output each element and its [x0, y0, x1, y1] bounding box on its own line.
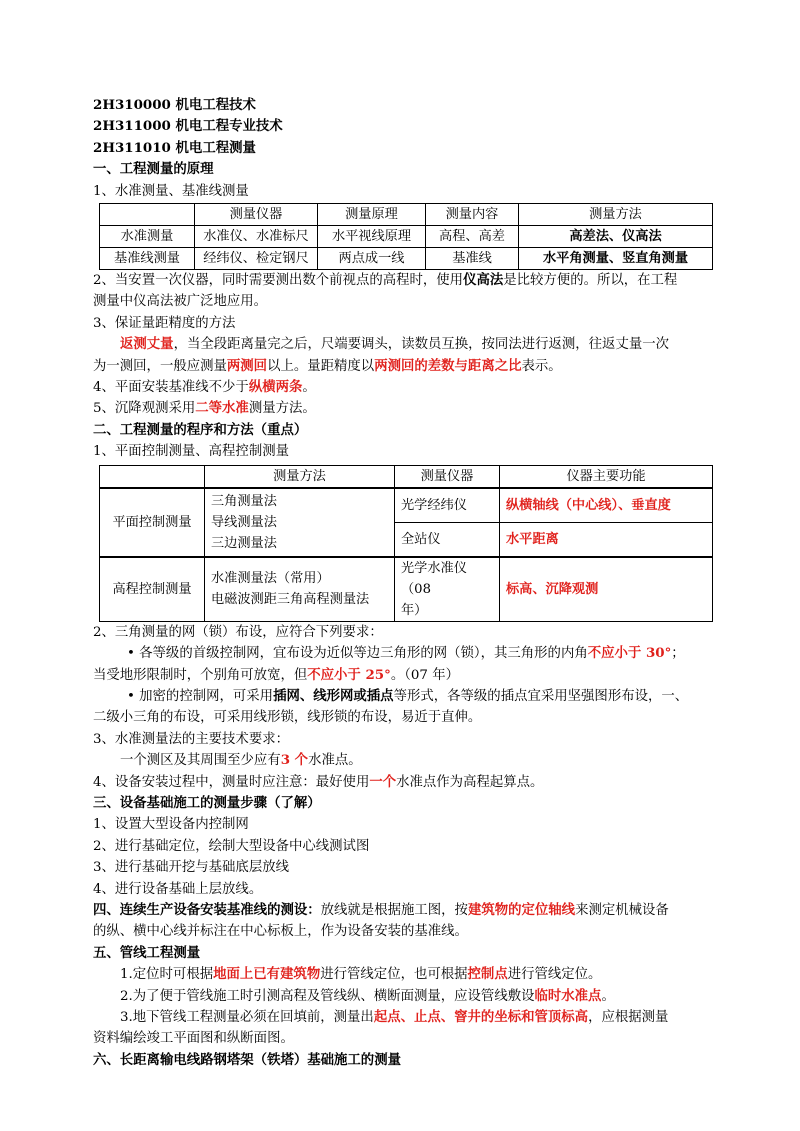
paragraph: 3、水准测量法的主要技术要求： [93, 731, 289, 747]
table-header-cell [100, 465, 205, 488]
table-cell: 水平视线原理 [318, 226, 426, 248]
section-5-title: 五、管线工程测量 [93, 944, 201, 961]
text: 表示。 [521, 358, 562, 374]
highlight-text: 二等水准 [195, 400, 249, 417]
paragraph [93, 334, 715, 355]
text: 5、沉降观测采用 [93, 401, 196, 417]
paragraph [93, 686, 715, 707]
text: 水准点。 [308, 753, 362, 769]
paragraph: 资料编绘竣工平面图和纵断面图。 [93, 1031, 294, 1047]
table-header-cell [100, 204, 195, 226]
highlight-text: 临时水准点 [534, 987, 602, 1004]
paragraph [93, 772, 715, 793]
text: ； [671, 646, 685, 662]
table-cell: 基准线 [426, 248, 519, 270]
method-line: 三边测量法 [211, 535, 277, 551]
table-row [100, 226, 713, 248]
table-cell: 高程控制测量 [100, 557, 205, 622]
table-cell: 基准线测量 [100, 248, 195, 270]
table-cell [395, 557, 500, 622]
section-3-title: 三、设备基础施工的测量步骤（了解） [93, 794, 321, 811]
section-4-title: 四、连续生产设备安装基准线的测设： [93, 901, 321, 918]
table-row [100, 248, 713, 270]
table-cell: 水准测量 [100, 226, 195, 248]
heading-2h311000: 2H311000 机电工程专业技术 [93, 118, 283, 135]
text: 3.地下管线工程测量必须在回填前，测量出 [120, 1010, 374, 1025]
paragraph: 二级小三角的布设，可采用线形锁，线形锁的布设，易近于直伸。 [93, 710, 482, 726]
table-header-cell: 测量内容 [426, 204, 519, 226]
text: 为一测回，一般应测量 [93, 358, 227, 374]
text: 是比较方便的。所以，在工程 [503, 273, 678, 289]
text: 等形式，各等级的插点宜采用坚强图形布设，一、 [393, 688, 689, 704]
list-item: 3、进行基础开挖与基础底层放线 [93, 860, 289, 876]
section-6-title: 六、长距离输电线路钢塔架（铁塔）基础施工的测量 [93, 1051, 401, 1068]
text: 1.定位时可根据 [120, 967, 214, 983]
table-row [100, 557, 713, 622]
table-header-cell: 测量方法 [519, 204, 713, 226]
leveling-baseline-table [99, 203, 713, 270]
table-header-row [100, 204, 713, 226]
highlight-text: 3 个 [280, 752, 309, 769]
paragraph [93, 964, 715, 985]
text: 放线就是根据施工图，按 [320, 902, 468, 918]
table-header-cell: 测量仪器 [195, 204, 318, 226]
text: 测量方法。 [248, 401, 316, 417]
highlight-text: 不应小于 30° [587, 645, 672, 662]
text: 4、设备安装过程中，测量时应注意：最好使用 [93, 774, 370, 790]
table-header-cell: 测量仪器 [395, 465, 500, 488]
text: ，当全段距离量完之后，尺端要调头，读数员互换，按同法进行返测，往返丈量一次 [173, 337, 670, 353]
table-header-cell: 测量原理 [318, 204, 426, 226]
table-cell: 平面控制测量 [100, 488, 205, 557]
document-page [93, 95, 715, 1071]
text: 进行管线定位，也可根据 [320, 967, 468, 983]
paragraph [93, 270, 715, 291]
text: 4、平面安装基准线不少于 [93, 380, 249, 396]
text: 。 [601, 988, 615, 1004]
text: ，应根据测量 [588, 1010, 669, 1025]
table-cell: 标高、沉降观测 [500, 557, 713, 622]
paragraph: 的纵、横中心线并标注在中心标板上，作为设备安装的基准线。 [93, 924, 468, 940]
text: • 各等级的首级控制网，宜布设为近似等边三角形的网（锁），其三角形的内角 [127, 646, 588, 662]
highlight-text: 地面上已有建筑物 [213, 966, 321, 983]
section-1-item-1: 1、水准测量、基准线测量 [93, 183, 249, 199]
table-cell: 纵横轴线（中心线）、垂直度 [500, 488, 713, 523]
table-cell: 经纬仪、检定钢尺 [195, 248, 318, 270]
text: 水准点作为高程起算点。 [396, 774, 544, 790]
text: 一个测区及其周围至少应有 [120, 753, 281, 769]
section-2-title: 二、工程测量的程序和方法（重点） [93, 421, 308, 438]
paragraph: 3、保证量距精度的方法 [93, 315, 236, 331]
instrument-line: 年） [401, 602, 428, 618]
control-survey-table [99, 465, 713, 622]
bold-text: 插网、线形网或插点 [273, 687, 394, 704]
instrument-line: 光学水准仪（08 [401, 560, 467, 597]
paragraph [93, 665, 715, 686]
highlight-text: 一个 [369, 773, 397, 790]
paragraph [93, 643, 715, 664]
table-cell: 水平角测量、竖直角测量 [519, 248, 713, 270]
text: 。 [302, 380, 316, 396]
text: • 加密的控制网，可采用 [127, 688, 274, 704]
method-line: 导线测量法 [211, 514, 277, 530]
table-cell: 两点成一线 [318, 248, 426, 270]
highlight-text: 不应小于 25° [307, 666, 391, 683]
text: 2、当安置一次仪器，同时需要测出数个前视点的高程时，使用 [93, 273, 464, 289]
table-cell [205, 557, 395, 622]
list-item: 4、进行设备基础上层放线。 [93, 881, 263, 897]
paragraph [93, 750, 715, 771]
section-4-paragraph [93, 900, 715, 921]
highlight-text: 纵横两条 [248, 379, 303, 396]
paragraph [93, 377, 715, 398]
section-1-title: 一、工程测量的原理 [93, 161, 214, 178]
heading-2h310000: 2H310000 机电工程技术 [93, 97, 256, 113]
table-header-row [100, 465, 713, 488]
table-cell [205, 488, 395, 557]
method-line: 水准测量法（常用） [211, 571, 330, 587]
highlight-text: 建筑物的定位轴线 [467, 901, 576, 918]
table-cell: 水平距离 [500, 522, 713, 557]
table-cell: 高程、高差 [426, 226, 519, 248]
highlight-text: 控制点 [467, 966, 508, 983]
table-cell: 水准仪、水准标尺 [195, 226, 318, 248]
text: 来测定机械设备 [575, 902, 669, 918]
highlight-text: 起点、止点、窨井的坐标和管顶标高 [373, 1009, 589, 1025]
text: 以上。量距精度以 [267, 358, 375, 374]
table-cell: 光学经纬仪 [395, 488, 500, 523]
bold-text: 仪高法 [463, 272, 504, 289]
table-cell: 高差法、仪高法 [519, 226, 713, 248]
paragraph: 测量中仪高法被广泛地应用。 [93, 294, 268, 310]
method-line: 三角测量法 [211, 493, 277, 509]
highlight-text: 返测丈量 [120, 336, 174, 353]
paragraph: 2、三角测量的网（锁）布设，应符合下列要求： [93, 624, 383, 640]
table-row [100, 488, 713, 523]
text: 。（07 年） [390, 667, 459, 683]
list-item: 1、设置大型设备内控制网 [93, 817, 249, 833]
table-header-cell: 测量方法 [205, 465, 395, 488]
paragraph [93, 398, 715, 419]
section-2-item-1: 1、平面控制测量、高程控制测量 [93, 444, 289, 460]
heading-2h311010: 2H311010 机电工程测量 [93, 139, 256, 156]
text: 进行管线定位。 [507, 967, 602, 983]
method-line: 电磁波测距三角高程测量法 [211, 592, 370, 608]
list-item: 2、进行基础定位，绘制大型设备中心线测试图 [93, 838, 370, 854]
paragraph [93, 1007, 715, 1028]
highlight-text: 两测回的差数与距离之比 [374, 357, 522, 374]
paragraph [93, 986, 715, 1007]
text: 2.为了便于管线施工时引测高程及管线纵、横断面测量，应设管线敷设 [120, 988, 535, 1004]
table-cell: 全站仪 [395, 522, 500, 557]
highlight-text: 两测回 [226, 357, 268, 374]
table-header-cell: 仪器主要功能 [500, 465, 713, 488]
paragraph [93, 356, 715, 377]
text: 当受地形限制时，个别角可放宽，但 [93, 667, 308, 683]
